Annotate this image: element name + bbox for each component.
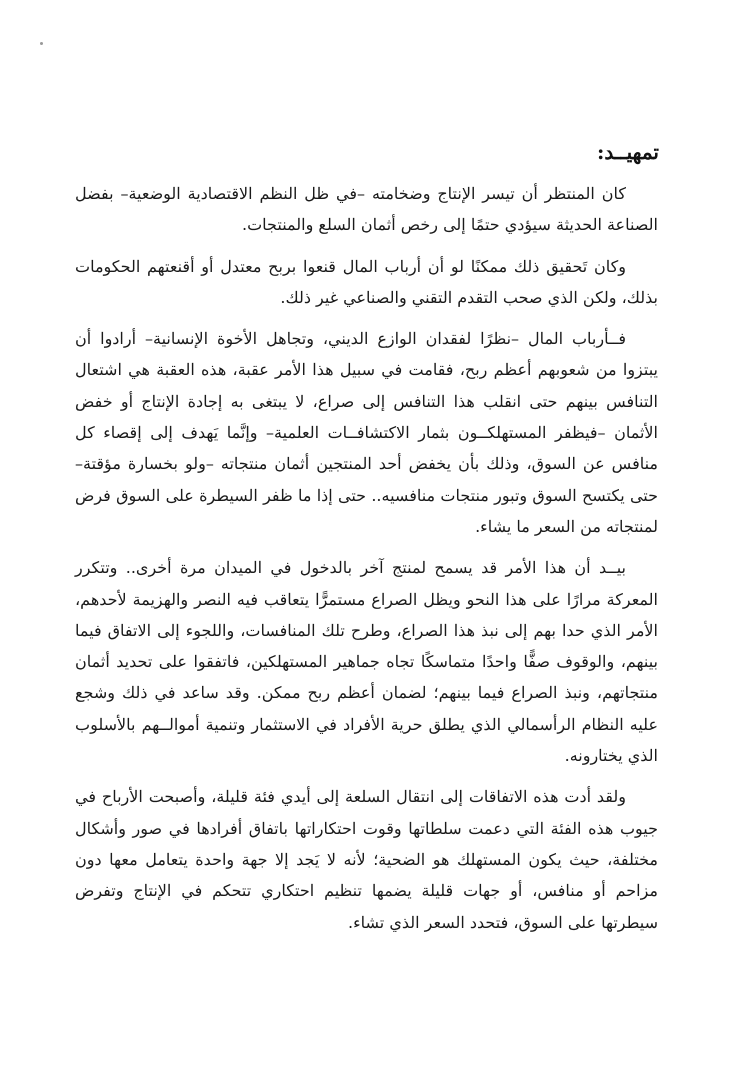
- paragraph: وكان تَحقيق ذلك ممكنًا لو أن أرباب المال قنعوا بربح معتدل أو أقنعتهم الحكومات بذلك، ولكن الذي صحب التقدم التقني والصناعي غير ذلك.: [75, 256, 658, 307]
- paragraph: بيــد أن هذا الأمر قد يسمح لمنتج آخر بالدخول في الميدان مرة أخرى.. وتتكرر المعركة مرارًا على هذا النحو ويظل الصراع مستمرًّا يتعاقب فيه النصر والهزيمة لأحدهم، الأمر الذي حدا بهم إلى نبذ هذا الصراع، وطرح تلك المنافسات، واللجوء إلى الاتفاق فيما بينهم، والوقوف صفًّا واحدًا متماسكًا تجاه جماهير المستهلكين، فاتفقوا على تحديد أثمان منتجاتهم، ونبذ الصراع فيما بينهم؛ لضمان أعظم ربح ممكن. وقد ساعد في ذلك وشجع عليه النظام الرأسمالي الذي يطلق حرية الأفراد في الاستثمار وتنمية أموالــهم بالأسلوب الذي يختارونه.: [75, 558, 658, 766]
- paragraph: كان المنتظر أن تيسر الإنتاج وضخامته –في ظل النظم الاقتصادية الوضعية– بفضل الصناعة الحديثة سيؤدي حتمًا إلى رخص أثمان السلع والمنتجات.: [75, 184, 658, 235]
- corner-dot: [40, 42, 43, 45]
- body-text: [75, 178, 658, 948]
- paragraph: ولقد أدت هذه الاتفاقات إلى انتقال السلعة إلى أيدي فئة قليلة، وأصبحت الأرباح في جيوب هذه الفئة التي دعمت سلطاتها وقوت احتكاراتها باتفاق أفرادها في صور وأشكال مختلفة، حيث يكون المستهلك هو الضحية؛ لأنه لا يَجد إلا جهة واحدة يتعامل معها دون مزاحم أو منافس، أو جهات قليلة يضمها تنظيم احتكاري تتحكم في الإنتاج وتفرض سيطرتها على السوق، فتحدد السعر الذي تشاء.: [75, 787, 658, 932]
- paragraph: فــأرباب المال –نظرًا لفقدان الوازع الديني، وتجاهل الأخوة الإنسانية– أرادوا أن يبتزوا من شعوبهم أعظم ربح، فقامت في سبيل هذا الأمر عقبة، هذه العقبة هي اشتعال التنافس بينهم حتى انقلب هذا التنافس إلى صراع، لا يبتغى به إجادة الإنتاج أو خفض الأثمان –فيظفر المستهلكــون بثمار الاكتشافــات العلمية– وإنَّما يَهدف إلى إقصاء كل منافس عن السوق، وذلك بأن يخفض أحد المنتجين أثمان منتجاته –ولو بخسارة مؤقتة– حتى يكتسح السوق وتبور منتجات منافسيه.. حتى إذا ما ظفر السيطرة على السوق فرض لمنتجاته من السعر ما يشاء.: [75, 329, 659, 536]
- section-heading: تمهيــد:: [597, 140, 659, 164]
